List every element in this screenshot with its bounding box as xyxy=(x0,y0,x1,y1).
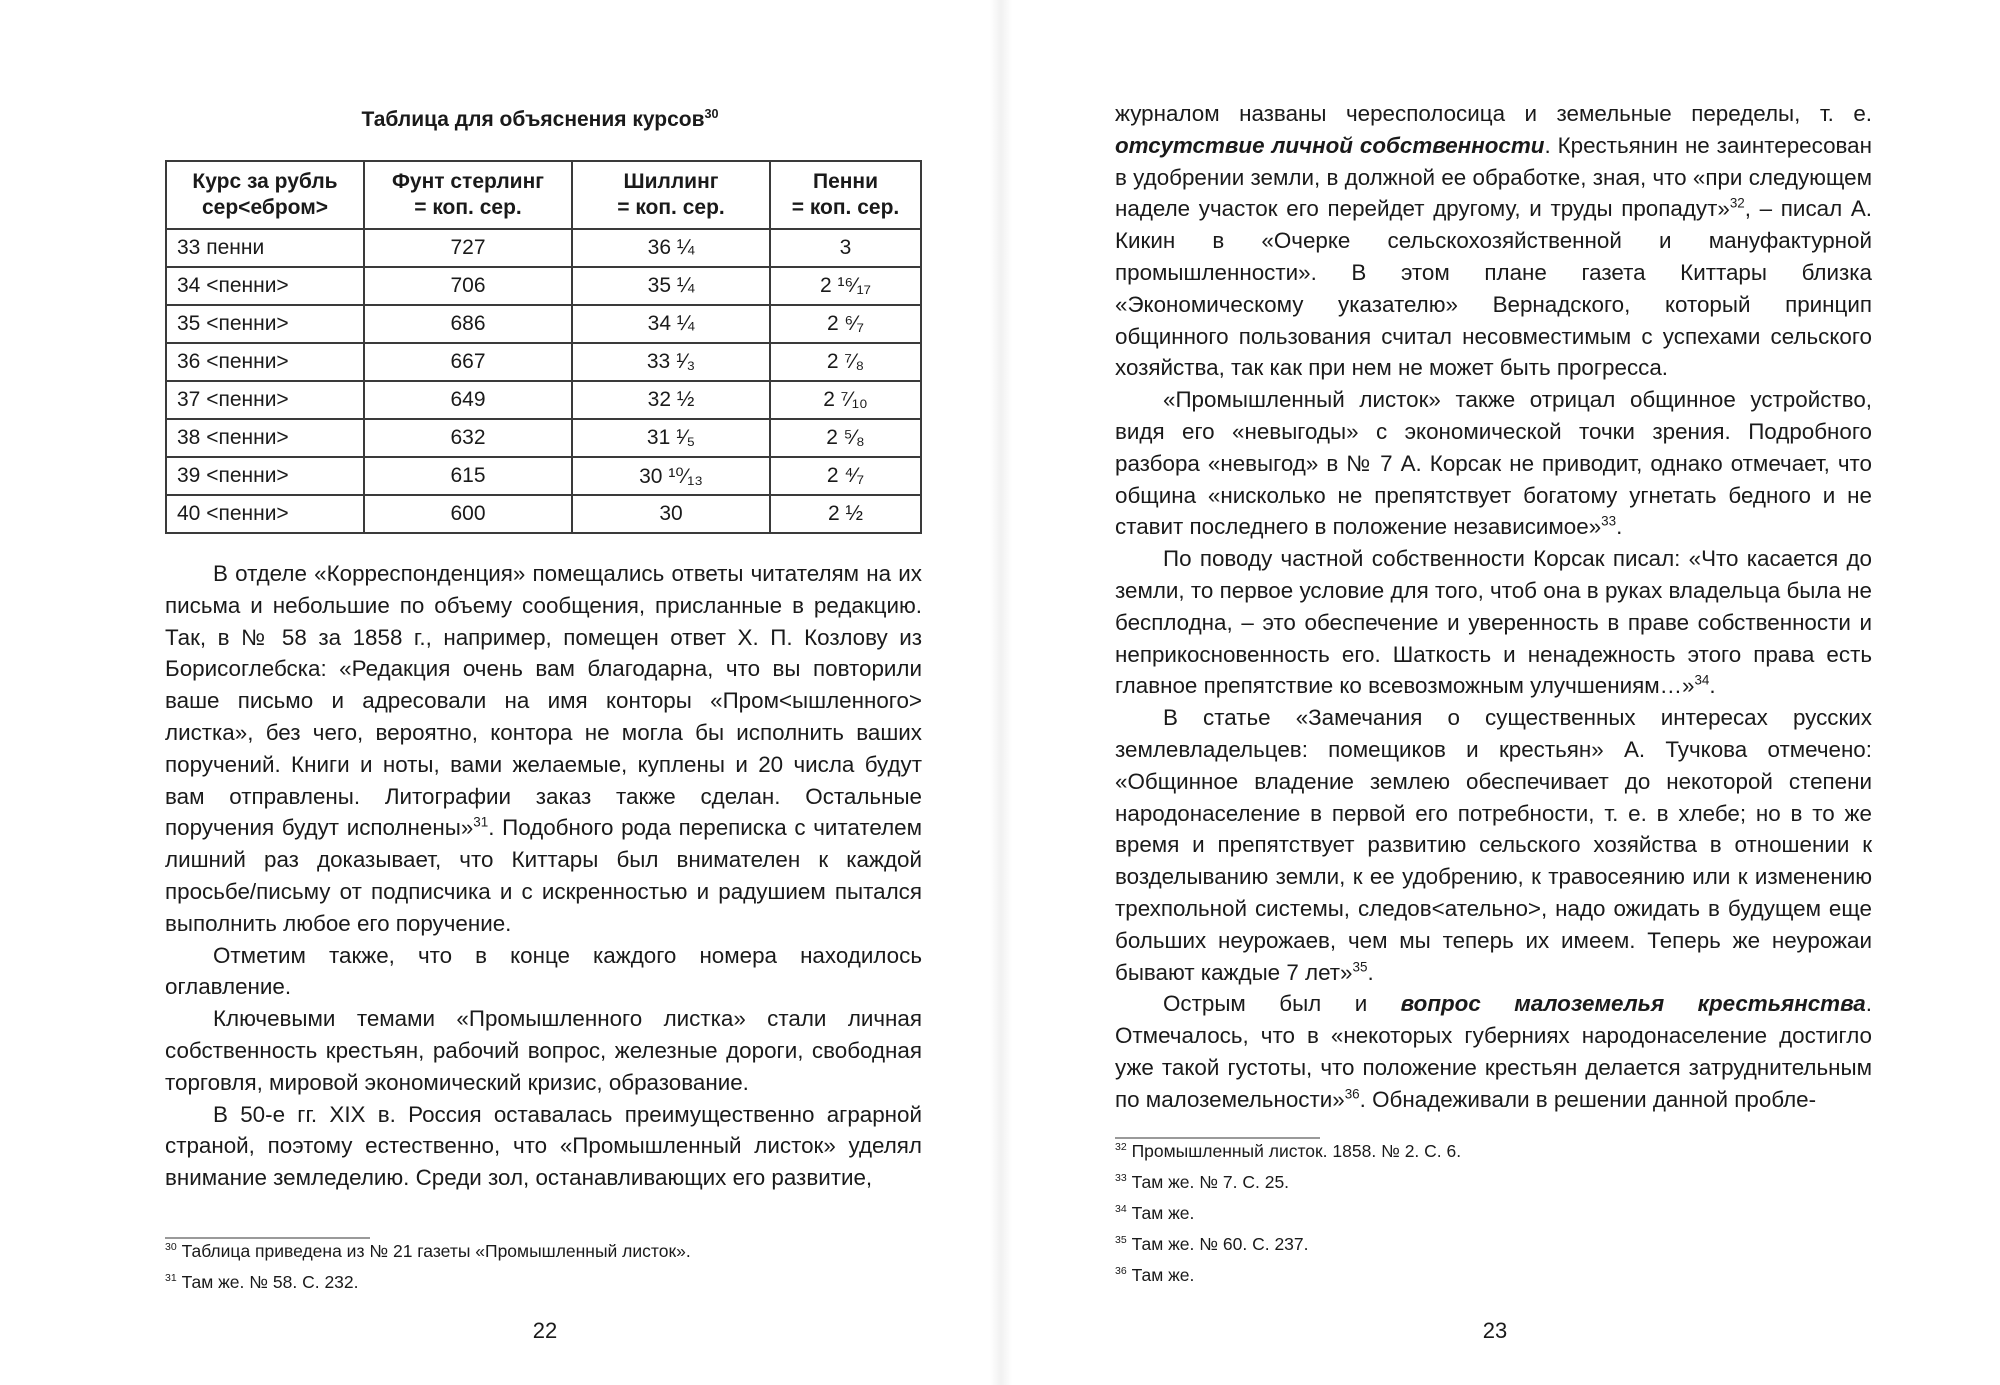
pound-cell: 727 xyxy=(364,229,572,267)
table-row xyxy=(166,419,921,457)
shilling-cell: 36 ¼ xyxy=(572,229,770,267)
footnote xyxy=(1115,1167,1872,1198)
paragraph-text: . xyxy=(1709,673,1716,699)
paragraph-text: По поводу частной собственности Корсак писал: «Что касается до земли, то первое условие для того, чтоб она в руках владельца была не бесплодна, – это обеспечение и уверенность в праве собственности и неприкосновенность его. Шаткость и ненадежность этого права есть главное препятствие ко всевозможным улучшениям…» xyxy=(1115,546,1872,699)
footnote-ref: 33 xyxy=(1601,513,1617,529)
footnote xyxy=(1115,1229,1872,1260)
header-rate xyxy=(166,161,364,229)
paragraph xyxy=(1115,702,1872,988)
right-page xyxy=(1000,0,2000,1385)
paragraph-text: , – писал А. Кикин в «Очерке сельскохозяйственной и мануфактурной промышленности». В этом плане газета Киттары близка «Экономическому указателю» Вернадского, который принцип общинного пользования считал несовместимым с успехами сельского хозяйства, так как при нем не может быть прогресса. xyxy=(1115,196,1872,381)
emphasis-text: вопрос малоземелья крестьянства xyxy=(1400,991,1866,1017)
penny-cell: 2 ½ xyxy=(770,495,921,533)
penny-cell: 2 ⁷⁄₈ xyxy=(770,343,921,381)
header-line: = коп. сер. xyxy=(617,196,725,219)
footnote xyxy=(165,1267,922,1298)
footnote-number: 30 xyxy=(165,1241,177,1254)
penny-cell: 3 xyxy=(770,229,921,267)
footnote xyxy=(1115,1260,1872,1291)
pound-cell: 686 xyxy=(364,305,572,343)
header-shilling xyxy=(572,161,770,229)
page-number: 22 xyxy=(532,1318,558,1343)
rate-cell: 35 <пенни> xyxy=(166,305,364,343)
paragraph xyxy=(1115,543,1872,702)
paragraph-text: В отделе «Корреспонденция» помещались ответы читателям на их письма и небольшие по объему сообщения, присланные в редакцию. Так, в № 58 за 1858 г., например, помещен ответ Х. П. Козлову из Борисоглебска: «Редакция очень вам благодарна, что вы повторили ваше письмо и адресовали на имя конторы «Пром<ышленного> листка», без чего, вероятно, контора не могла бы исполнить ваших поручений. Книги и ноты, вами желаемые, куплены и 20 числа будут вам отправлены. Литографии заказ также сделан. Остальные поручения будут исполнены» xyxy=(165,561,922,841)
rate-cell: 34 <пенни> xyxy=(166,267,364,305)
footnote xyxy=(1115,1136,1872,1167)
table-row xyxy=(166,267,921,305)
shilling-cell: 30 xyxy=(572,495,770,533)
table-row xyxy=(166,495,921,533)
header-line: = коп. сер. xyxy=(414,196,522,219)
table-header-row xyxy=(166,161,921,229)
table-row xyxy=(166,457,921,495)
shilling-cell: 30 ¹⁰⁄₁₃ xyxy=(572,457,770,495)
paragraph-text: В статье «Замечания о существенных интересах русских землевладельцев: помещиков и крестьян» А. Тучкова отмечено: «Общинное владение землею обеспечивает до некоторой степени народонаселение в первой его потребности, т. е. в хлебе; но в то же время и препятствует развитию сельского хозяйства в отношении к возделыванию земли, к ее удобрению, к травосеянию или к изменению трехпольной системы, следов<ательно>, надо ожидать в будущем еще больших неурожаев, чем мы теперь их имеем. Теперь же неурожаи бывают каждые 7 лет» xyxy=(1115,705,1872,985)
footnote-text: Там же. № 60. С. 237. xyxy=(1131,1234,1309,1254)
exchange-rate-table xyxy=(165,160,922,534)
footnote-text: Там же. № 7. С. 25. xyxy=(1131,1172,1290,1192)
table-title-text: Таблица для объяснения курсов xyxy=(361,108,705,131)
paragraph: В 50-е гг. XIX в. Россия оставалась преимущественно аграрной страной, поэтому естественно, что «Промышленный листок» уделял внимание земледелию. Среди зол, останавливающих его развитие, xyxy=(165,1101,922,1191)
paragraph-text: Острым был и xyxy=(1163,991,1401,1017)
footnote-text: Промышленный листок. 1858. № 2. С. 6. xyxy=(1131,1141,1462,1161)
penny-cell: 2 ⁶⁄₇ xyxy=(770,305,921,343)
footnote-number: 32 xyxy=(1115,1141,1127,1154)
header-line: Шиллинг xyxy=(623,170,719,193)
shilling-cell: 35 ¼ xyxy=(572,267,770,305)
pound-cell: 706 xyxy=(364,267,572,305)
page-number: 23 xyxy=(1482,1318,1508,1343)
paragraph-text: . Подобного рода переписка с читателем лишний раз доказывает, что Киттары был внимателен к каждой просьбе/письму от подписчика и с искренностью и радушием пытался выполнить любое его поручение. xyxy=(165,815,922,936)
right-footnotes xyxy=(1115,1136,1872,1291)
shilling-cell: 31 ¹⁄₅ xyxy=(572,419,770,457)
header-line: = коп. сер. xyxy=(791,196,900,219)
emphasis-text: отсутствие личной собственности xyxy=(1115,132,1545,158)
header-line: Фунт стерлинг xyxy=(391,170,545,193)
table-row xyxy=(166,381,921,419)
penny-cell: 2 ¹⁶⁄₁₇ xyxy=(770,267,921,305)
pound-cell: 667 xyxy=(364,343,572,381)
paragraph-text: журналом названы чересполосица и земельные переделы, т. е. xyxy=(1115,101,1872,126)
table-row xyxy=(166,343,921,381)
rate-cell: 33 пенни xyxy=(166,229,364,267)
rate-cell: 37 <пенни> xyxy=(166,381,364,419)
left-body-text xyxy=(165,558,922,1194)
paragraph-text: . Отмечалось, что в «некоторых губерниях народонаселение достигло уже такой густоты, что положение крестьян делается затруднительным по малоземельности» xyxy=(1115,991,1872,1112)
footnote-number: 33 xyxy=(1115,1172,1127,1185)
rate-cell: 40 <пенни> xyxy=(166,495,364,533)
footnote-number: 35 xyxy=(1115,1234,1127,1247)
footnote-number: 34 xyxy=(1115,1203,1127,1216)
paragraph-text: . xyxy=(1367,959,1374,985)
footnote-text: Таблица приведена из № 21 газеты «Промышленный листок». xyxy=(181,1241,691,1261)
paragraph xyxy=(1115,384,1872,543)
penny-cell: 2 ⁴⁄₇ xyxy=(770,457,921,495)
footnote-ref: 35 xyxy=(1352,959,1368,975)
paragraph-text: . Крестьянин не заинтересован в удобрении земли, в должной ее обработке, зная, что «при следующем наделе участок его перейдет другому, и труды пропадут» xyxy=(1115,132,1872,222)
right-body-text xyxy=(1115,98,1872,1116)
paragraph: Ключевыми темами «Промышленного листка» стали личная собственность крестьян, рабочий вопрос, железные дороги, свободная торговля, мировой экономический кризис, образование. xyxy=(165,1006,922,1095)
left-footnotes xyxy=(165,1236,922,1298)
footnote-ref: 36 xyxy=(1344,1086,1360,1102)
table-title xyxy=(160,108,920,132)
header-penny xyxy=(770,161,921,229)
paragraph xyxy=(165,558,922,940)
pound-cell: 632 xyxy=(364,419,572,457)
penny-cell: 2 ⁵⁄₈ xyxy=(770,419,921,457)
header-pound xyxy=(364,161,572,229)
paragraph: Отметим также, что в конце каждого номера находилось оглавление. xyxy=(165,942,922,1000)
footnote xyxy=(165,1236,922,1267)
footnote-number: 31 xyxy=(165,1272,177,1285)
paragraph-text: . Обнадеживали в решении данной пробле- xyxy=(1359,1086,1817,1112)
shilling-cell: 33 ¹⁄₃ xyxy=(572,343,770,381)
footnote-text: Там же. xyxy=(1131,1265,1195,1285)
paragraph xyxy=(1115,98,1872,384)
paragraph-text: . xyxy=(1616,514,1623,540)
pound-cell: 615 xyxy=(364,457,572,495)
table-row xyxy=(166,305,921,343)
footnote-ref: 31 xyxy=(473,814,489,830)
pound-cell: 600 xyxy=(364,495,572,533)
paragraph xyxy=(1115,988,1872,1115)
header-line: Курс за рубль xyxy=(192,170,338,193)
pound-cell: 649 xyxy=(364,381,572,419)
shilling-cell: 32 ½ xyxy=(572,381,770,419)
paragraph-text: «Промышленный листок» также отрицал общинное устройство, видя его «невыгоды» с экономической точки зрения. Подробного разбора «невыгод» в № 7 А. Корсак не приводит, однако отмечает, что община «нисколько не препятствует богатому угнетать бедного и не ставит последнего в положение независимое» xyxy=(1115,387,1872,540)
footnote-ref: 34 xyxy=(1694,672,1710,688)
rate-cell: 39 <пенни> xyxy=(166,457,364,495)
footnote-text: Там же. № 58. С. 232. xyxy=(181,1272,359,1292)
rate-cell: 36 <пенни> xyxy=(166,343,364,381)
header-line: сер<ебром> xyxy=(202,196,328,219)
shilling-cell: 34 ¼ xyxy=(572,305,770,343)
header-line: Пенни xyxy=(812,170,879,193)
footnote-number: 36 xyxy=(1115,1265,1127,1278)
footnote-ref: 32 xyxy=(1729,195,1745,211)
rate-cell: 38 <пенни> xyxy=(166,419,364,457)
footnote xyxy=(1115,1198,1872,1229)
table-row xyxy=(166,229,921,267)
penny-cell: 2 ⁷⁄₁₀ xyxy=(770,381,921,419)
footnote-text: Там же. xyxy=(1131,1203,1195,1223)
footnote-ref: 30 xyxy=(704,107,719,121)
